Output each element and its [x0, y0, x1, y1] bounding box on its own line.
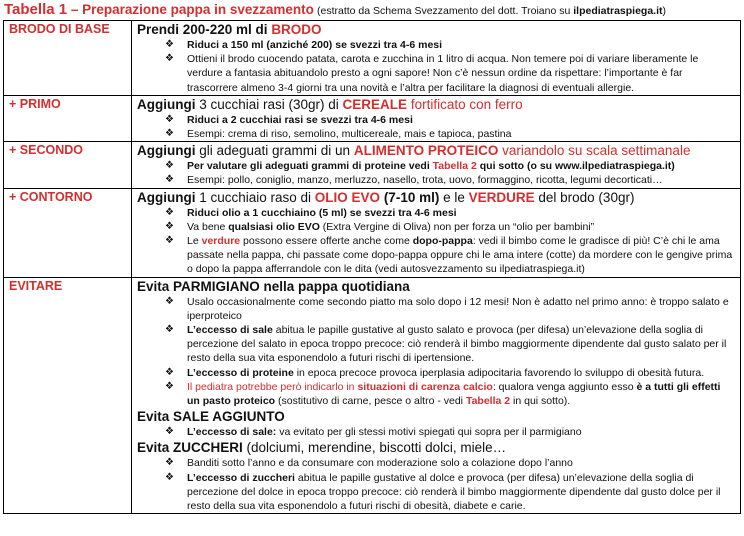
- table-row: [4, 188, 741, 277]
- title-site: ilpediatraspiega.it: [573, 5, 663, 17]
- bullet-icon: ❖: [165, 235, 174, 247]
- list-item: ❖ L’eccesso di zuccheri abitua le papille gustative al dolce e provoca (per difesa) un’elevazione della soglia di percezione del dolce in epoca troppo precoce: ciò renderà il bimbo maggiormente dipendente dal gusto dolce per il resto della sua vita esponendolo a futuri rischi di obesità, diabete e carie.: [165, 471, 721, 513]
- title-sub: – Preparazione pappa in svezzamento: [67, 2, 314, 17]
- row-heading: Aggiungi gli adeguati grammi di un ALIMENTO PROTEICO variandolo su scala settimanale: [137, 143, 691, 159]
- row-heading: Prendi 200-220 ml di BRODO: [137, 22, 322, 37]
- list-item: ❖ Esempi: crema di riso, semolino, multicereale, mais e tapioca, pastina: [165, 128, 512, 141]
- list-item: ❖ Per valutare gli adeguati grammi di proteine vedi Tabella 2 qui sotto (o su www.ilpediatraspiega.it): [165, 160, 675, 173]
- parmigiano-heading: Evita PARMIGIANO nella pappa quotidiana: [137, 278, 410, 294]
- row-label-evitare: EVITARE: [4, 277, 132, 514]
- list-item: ❖ L’eccesso di sale: va evitato per gli stessi motivi spiegati qui sopra per il parmigiano: [165, 426, 582, 439]
- bullet-icon: ❖: [165, 366, 174, 378]
- list-item: ❖ Esempi: pollo, coniglio, manzo, merluzzo, nasello, trota, uovo, formaggino, ricotta, legumi decorticati…: [165, 174, 663, 187]
- bullet-icon: ❖: [165, 457, 174, 469]
- list-item: ❖ L’eccesso di sale abitua le papille gustative al gusto salato e provoca (per difesa) un’elevazione della soglia di percezione del salato in epoca troppo precoce: ciò renderà il bimbo maggiormente dipendente dal gusto salato per il resto della sua vita esponendolo a futuri rischi di ipertensione.: [165, 324, 727, 365]
- title-note: (estratto da Schema Svezzamento del dott. Troiano su ilpediatraspiega.it): [317, 5, 667, 17]
- bullet-icon: ❖: [165, 39, 174, 50]
- list-item: ❖ L’eccesso di proteine in epoca precoce provoca iperplasia adipocitaria favorendo lo sviluppo di obesità futura.: [165, 366, 705, 379]
- table-row: [4, 21, 741, 96]
- title-main: Tabella 1: [4, 1, 68, 18]
- zuccheri-heading: Evita ZUCCHERI (dolciumi, merendine, biscotti dolci, miele…: [137, 440, 507, 456]
- bullet-icon: ❖: [165, 174, 174, 186]
- list-item: ❖ Ottieni il brodo cuocendo patata, carota e zucchina in 1 litro di acqua. Non temere poi di variare liberamente le verdure a fantasia abituandolo presto a ogni sapore! Non c’è nessun ordine da rispettare: l’importante è far trascorrere almeno 3-4 giorni tra una novità e l’altra per facilitare la diagnosi di eventuali allergie.: [165, 53, 699, 94]
- bullet-icon: ❖: [165, 160, 174, 172]
- weaning-table: [3, 20, 741, 514]
- bullet-icon: ❖: [165, 324, 174, 336]
- bullet-icon: ❖: [165, 295, 174, 307]
- row-heading: Aggiungi 3 cucchiai rasi (30gr) di CEREALE fortificato con ferro: [137, 96, 523, 112]
- list-item: ❖ Il pediatra potrebbe però indicarlo in situazioni di carenza calcio: qualora venga aggiunto esso è a tutti gli effetti un pasto proteico (sostitutivo di carne, pesce o altro - vedi Tabella 2 in qui sotto).: [165, 380, 721, 408]
- row-content-primo: [132, 95, 741, 141]
- list-item: ❖ Riduci a 2 cucchiai rasi se svezzi tra 4-6 mesi: [165, 113, 413, 126]
- row-heading: Aggiungi 1 cucchiaio raso di OLIO EVO (7-10 ml) e le VERDURE del brodo (30gr): [137, 189, 635, 205]
- bullet-icon: ❖: [165, 128, 174, 140]
- list-item: ❖ Riduci olio a 1 cucchiaino (5 ml) se svezzi tra 4-6 mesi: [165, 206, 457, 219]
- row-content-secondo: [132, 142, 741, 188]
- row-label-contorno: + CONTORNO: [4, 188, 132, 277]
- row-content-evitare: [132, 277, 741, 514]
- bullet-icon: ❖: [165, 426, 174, 438]
- table-row: [4, 277, 741, 514]
- bullet-icon: ❖: [165, 206, 174, 218]
- row-content-brodo: [132, 21, 741, 96]
- row-label-brodo: BRODO DI BASE: [4, 21, 132, 96]
- list-item: ❖ Banditi sotto l’anno e da consumare con moderazione solo a colazione dopo l’anno: [165, 457, 573, 470]
- row-label-primo: + PRIMO: [4, 95, 132, 141]
- sale-heading: Evita SALE AGGIUNTO: [137, 409, 285, 425]
- list-item: ❖ Riduci a 150 ml (anziché 200) se svezzi tra 4-6 mesi: [165, 39, 443, 51]
- bullet-icon: ❖: [165, 113, 174, 125]
- table-row: [4, 142, 741, 188]
- bullet-icon: ❖: [165, 53, 174, 65]
- table-title: [0, 0, 744, 20]
- bullet-icon: ❖: [165, 471, 174, 483]
- list-item: ❖ Usalo occasionalmente come secondo piatto ma solo dopo i 12 mesi! Non è adatto nel primo anno: è troppo salato e iperproteico: [165, 295, 729, 322]
- list-item: ❖ Le verdure possono essere offerte anche come dopo-pappa: vedi il bimbo come le gradisce di più! C’è chi le ama passate nella pappa, chi passate come dopo-pappa oppure chi le ama intere (cotte) da mordere con le gengive prima o dopo la pappa afferrandole con le dita (vedi autosvezzamento su ilpediatraspiega.it): [165, 235, 733, 276]
- bullet-icon: ❖: [165, 380, 174, 392]
- list-item: ❖ Va bene qualsiasi olio EVO (Extra Vergine di Oliva) non per forza un “olio per bambini”: [165, 220, 595, 233]
- row-content-contorno: [132, 188, 741, 277]
- table-row: [4, 95, 741, 141]
- bullet-icon: ❖: [165, 220, 174, 232]
- row-label-secondo: + SECONDO: [4, 142, 132, 188]
